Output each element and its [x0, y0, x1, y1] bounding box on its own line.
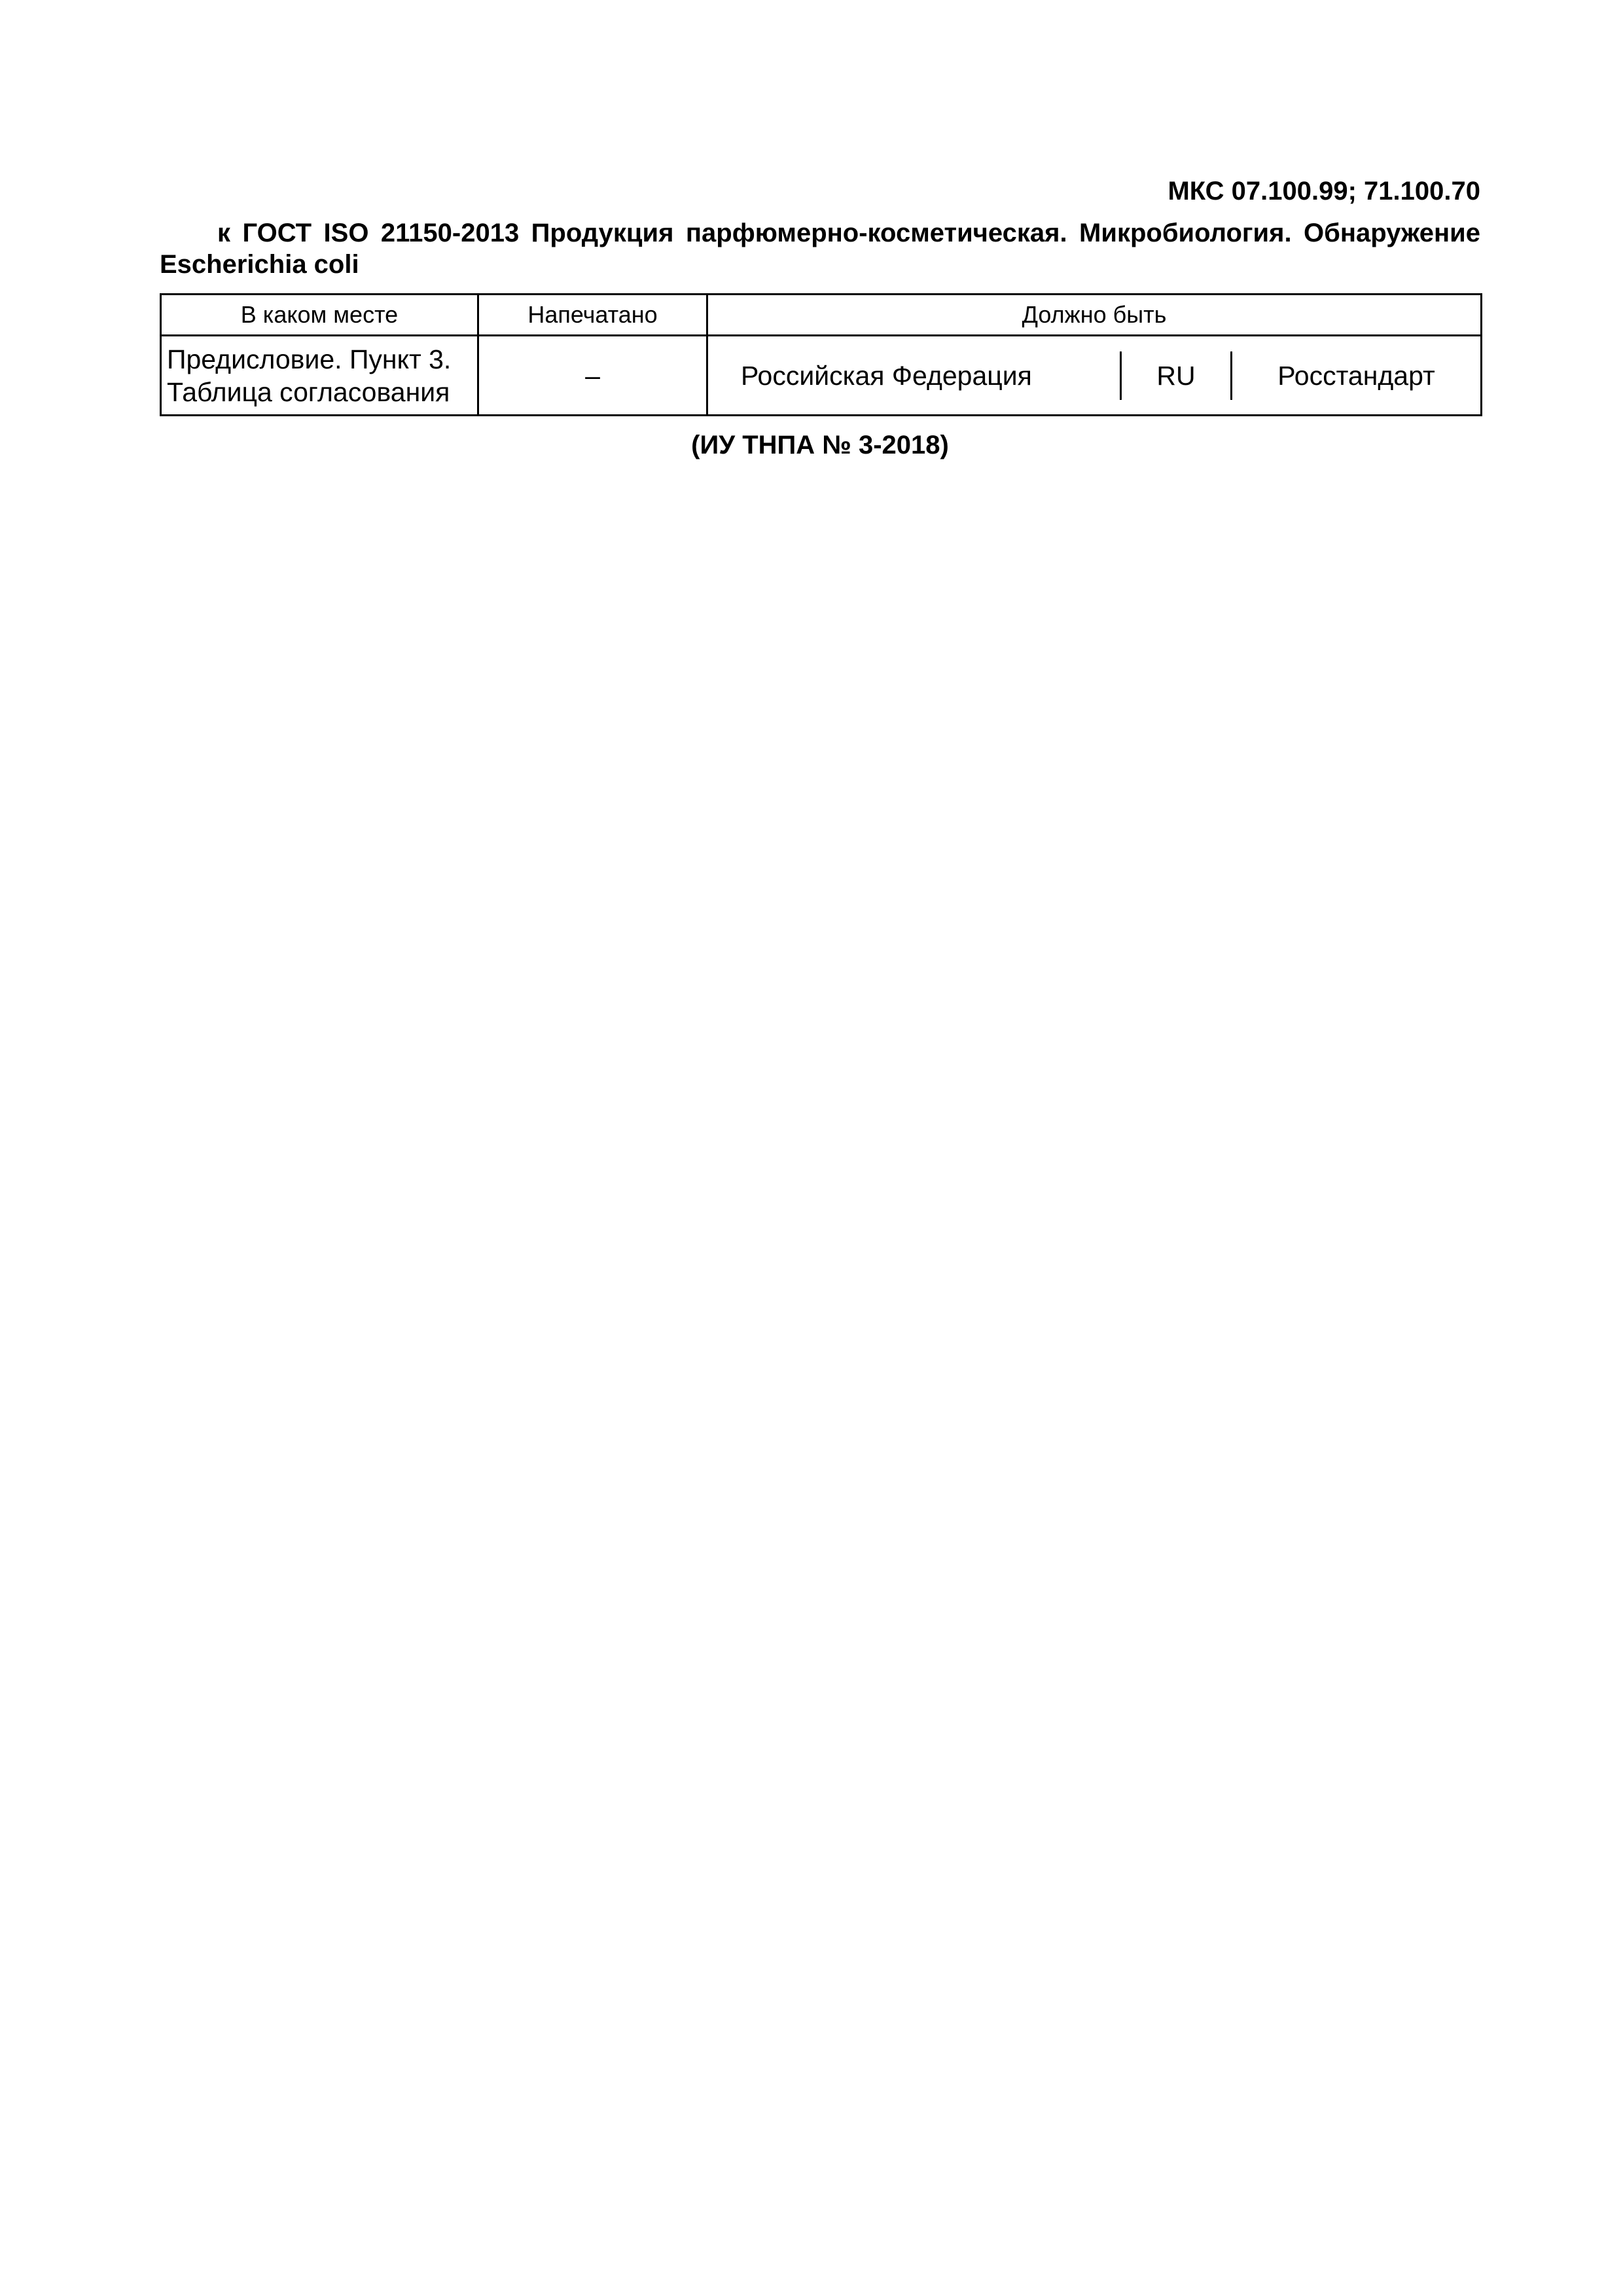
should-be-group — [708, 344, 1480, 408]
table-row — [161, 336, 1482, 416]
should-be-code: RU — [1122, 351, 1232, 400]
should-be-organization: Росстандарт — [1277, 360, 1435, 391]
place-line-1: Предисловие. Пункт 3. — [167, 344, 452, 374]
classification-code: МКС 07.100.99; 71.100.70 — [1168, 177, 1480, 206]
amendment-table — [160, 293, 1482, 416]
cell-printed: – — [478, 336, 707, 416]
should-be-country: Российская Федерация — [708, 351, 1122, 400]
amendment-title: к ГОСТ ISO 21150-2013 Продукция парфюмерно-косметическая. Микробиология. Обнаружение Escherichia coli — [160, 219, 1480, 279]
issue-reference: (ИУ ТНПА № 3-2018) — [691, 431, 949, 459]
header-should-be: Должно быть — [707, 295, 1482, 336]
cell-should-be — [707, 336, 1482, 416]
table-header-row — [161, 295, 1482, 336]
header-printed: Напечатано — [478, 295, 707, 336]
cell-place — [161, 336, 478, 416]
header-place: В каком месте — [161, 295, 478, 336]
place-line-2: Таблица согласования — [167, 376, 450, 407]
